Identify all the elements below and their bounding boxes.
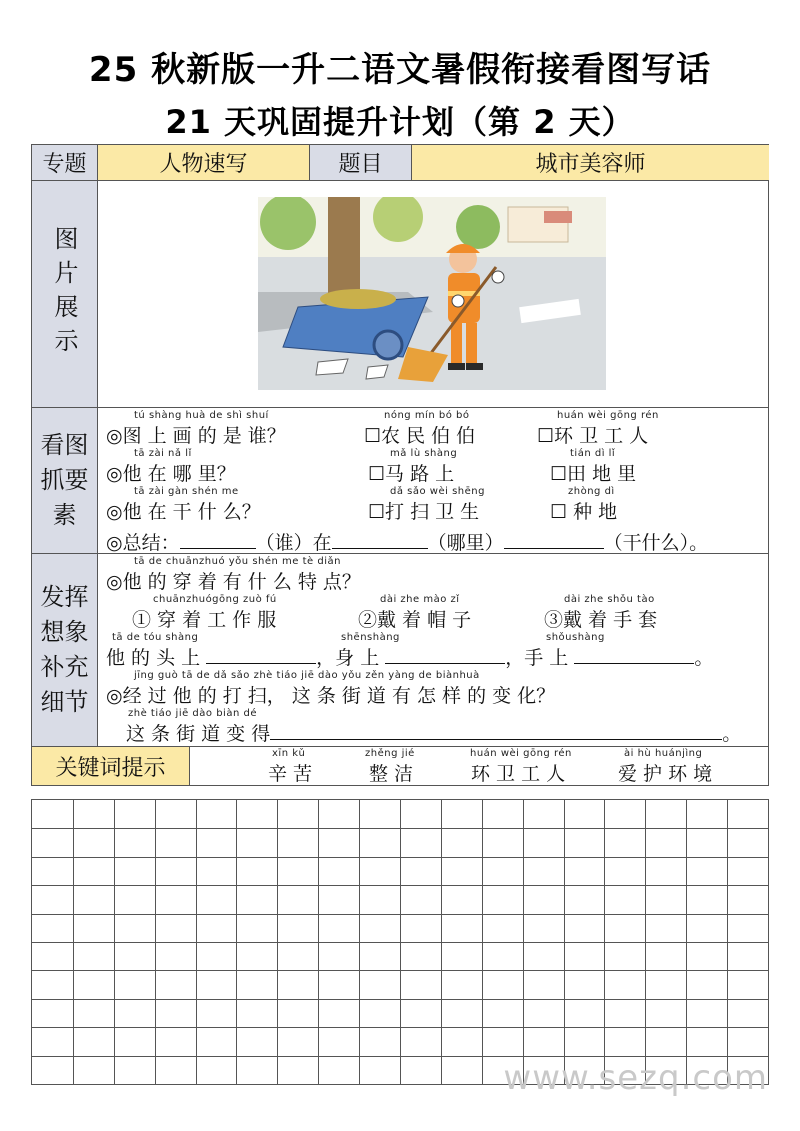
option-work-clothes: ① 穿 着 工 作 服: [132, 609, 277, 631]
subject-value: 城市美容师: [412, 145, 769, 181]
topic-value: 人物速写: [98, 145, 310, 181]
blank-head[interactable]: [206, 647, 316, 664]
blank-what[interactable]: [504, 532, 604, 549]
blank-hands[interactable]: [574, 647, 694, 664]
picture-label: 图片展示: [32, 181, 98, 408]
picture-area: [98, 181, 769, 408]
question-doing: ◎他 在 干 什 么？: [106, 501, 261, 523]
keyword-protect-environment: 爱 护 环 境: [618, 763, 713, 785]
street-sweeper-illustration: [258, 197, 606, 390]
worksheet-subtitle: 21 天巩固提升计划（第 2 天）: [165, 103, 635, 141]
question-street-change: ◎经 过 他 的 打 扫， 这 条 街 道 有 怎 样 的 变 化？: [106, 685, 556, 707]
option-sanitation-worker[interactable]: ☐环 卫 工 人: [537, 425, 649, 447]
option-cleaning[interactable]: ☐打 扫 卫 生: [368, 501, 480, 523]
imagine-content: tā de chuānzhuó yǒu shén me tè diǎn ◎他 的 穿 着 有 什 么 特 点？ chuānzhuógōng zuò fú ① 穿 着 工 作 服 dài zhe mào zǐ ②戴 着 帽 子 dài zhe shǒu tào ③戴 着 手 套 tā de tóu shàng shēnshàng shǒushàng 他 的 头 上 ，身 上 ，手 上 。 jīng guò tā de dǎ sǎo zhè tiáo jiē dào yǒu zěn yàng de biànhuà ◎经 过 他 的 打 扫， 这 条 街 道 有 怎 样 的 变 化？ zhè tiáo jiē dào biàn dé 这 条 街 道 变 得 。: [98, 554, 769, 747]
keyword-sanitation-worker: 环 卫 工 人: [471, 763, 566, 785]
question-who: ◎图 上 画 的 是 谁？: [106, 425, 286, 447]
worksheet-table: [31, 144, 769, 786]
street-change-line: 这 条 街 道 变 得 。: [126, 723, 742, 745]
observe-content: tú shàng huà de shì shuí ◎图 上 画 的 是 谁？ nóng mín bó bó ☐农 民 伯 伯 huán wèi gōng rén ☐环 卫 工 人 tā zài nǎ lǐ ◎他 在 哪 里？ mǎ lù shàng ☐马 路 上 tián dì lǐ ☐田 地 里 tā zài gàn shén me ◎他 在 干 什 么？ dǎ sǎo wèi shēng ☐打 扫 卫 生 zhòng dì ☐ 种 地 ◎总结： （谁）在 （哪里） （干什么）。: [98, 408, 769, 554]
question-where: ◎他 在 哪 里？: [106, 463, 236, 485]
blank-street[interactable]: [270, 723, 722, 740]
keyword-hardworking: 辛 苦: [268, 763, 313, 785]
topic-label: 专题: [32, 145, 98, 181]
writing-grid[interactable]: [31, 799, 769, 1085]
question-clothing: ◎他 的 穿 着 有 什 么 特 点？: [106, 571, 361, 593]
blank-body[interactable]: [385, 647, 505, 664]
blank-who[interactable]: [180, 532, 256, 549]
subject-label: 题目: [310, 145, 412, 181]
option-gloves: ③戴 着 手 套: [544, 609, 658, 631]
clothing-fill-line: 他 的 头 上 ，身 上 ，手 上 。: [106, 647, 714, 669]
summary-line: ◎总结： （谁）在 （哪里） （干什么）。: [106, 532, 709, 554]
option-road[interactable]: ☐马 路 上: [368, 463, 455, 485]
imagine-label: 发挥 想象 补充 细节: [32, 554, 98, 747]
worksheet-title: 25 秋新版一升二语文暑假衔接看图写话: [88, 50, 712, 90]
option-farmer[interactable]: ☐农 民 伯 伯: [364, 425, 476, 447]
blank-where[interactable]: [332, 532, 428, 549]
option-hat: ②戴 着 帽 子: [358, 609, 472, 631]
keywords-list: xīn kǔ 辛 苦 zhěng jié 整 洁 huán wèi gōng rén 环 卫 工 人 ài hù huánjìng 爱 护 环 境: [268, 748, 713, 785]
watermark: www.sezq.com: [503, 1058, 768, 1098]
option-farming[interactable]: ☐ 种 地: [550, 501, 618, 523]
option-field[interactable]: ☐田 地 里: [550, 463, 637, 485]
writing-grid-lines: [32, 800, 768, 1084]
keyword-tidy: 整 洁: [369, 763, 414, 785]
observe-label: 看图 抓要 素: [32, 408, 98, 554]
keywords-label: 关键词提示: [32, 747, 190, 785]
